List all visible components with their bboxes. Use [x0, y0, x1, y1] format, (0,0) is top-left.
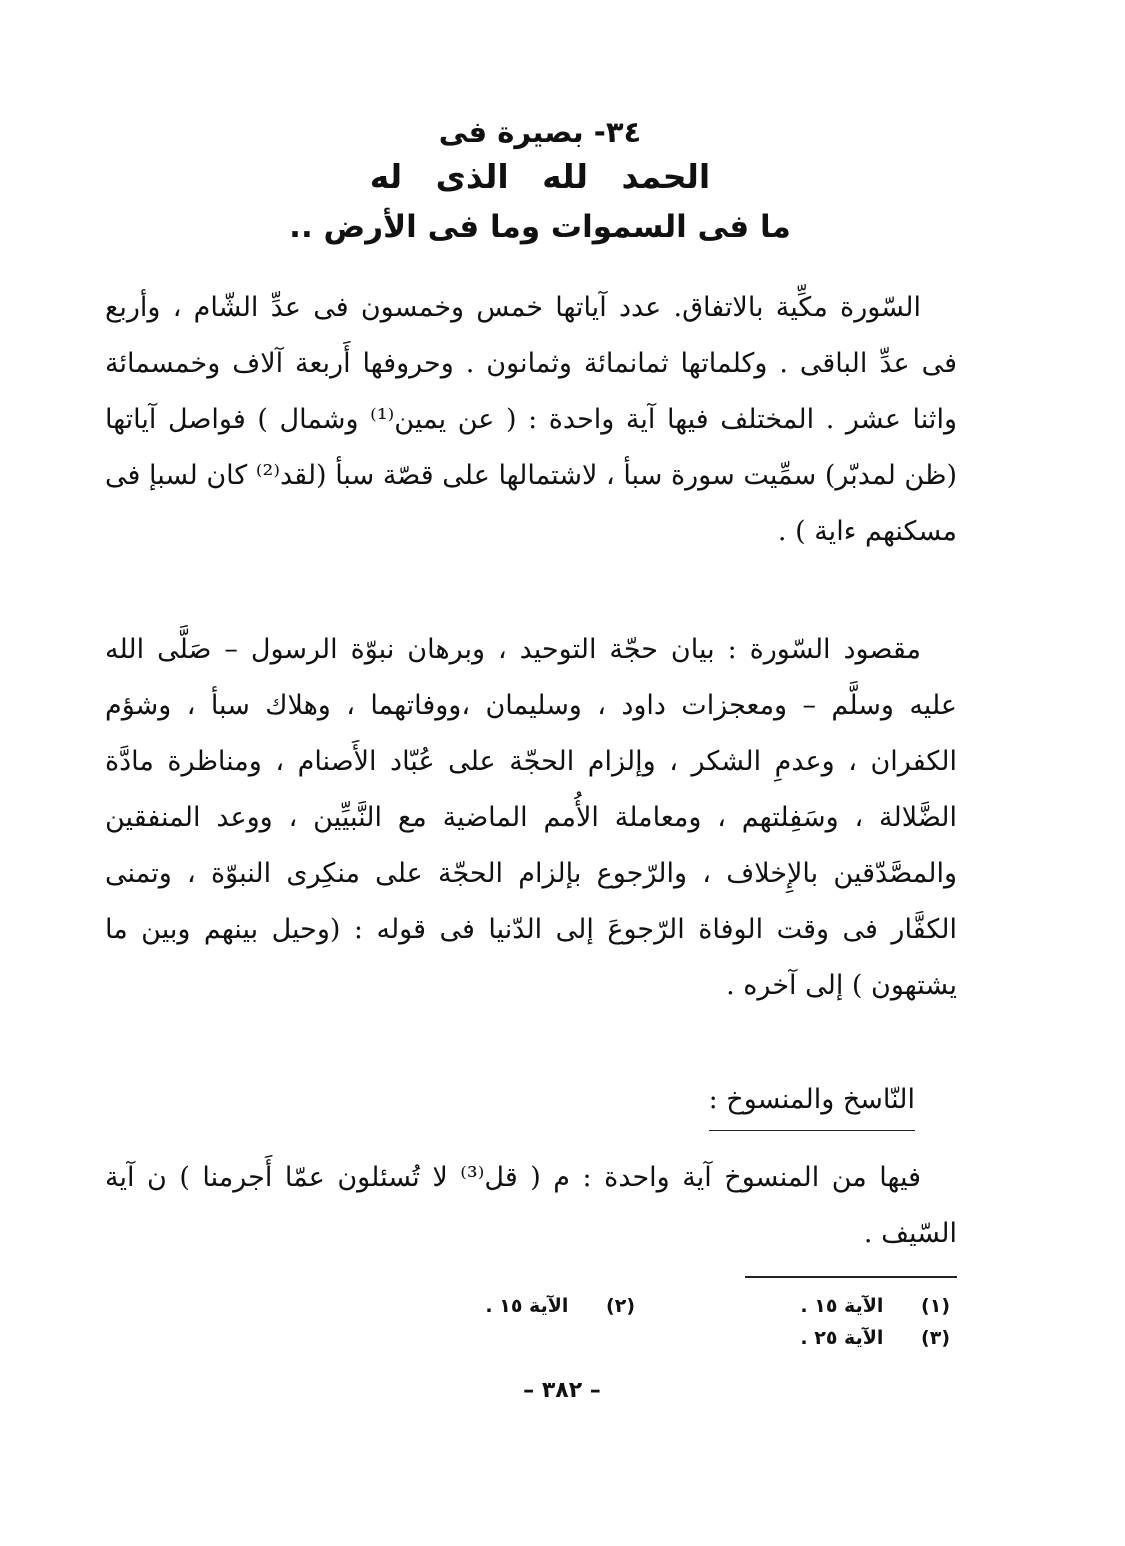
footnote-number: (٣) — [921, 1327, 950, 1349]
section-heading: النّاسخ والمنسوخ : — [709, 1072, 915, 1131]
footnote-row — [320, 1322, 950, 1354]
footnotes — [320, 1290, 950, 1354]
footnote-item — [630, 1322, 950, 1354]
footnote-text: الآية ١٥ . — [800, 1295, 884, 1317]
intro-paragraph — [105, 280, 957, 560]
paragraph-text: السّورة مكِّية بالاتفاق. عدد آياتها خمس وخمسون فى عدِّ الشّام ، وأربع فى عدِّ الباقى . وكلماتها ثمانمائة وثمانون . وحروفها أَربعة آلاف وخمسمائة واثنا عشر . المختلف فيها آية واحدة : ( عن يمين⁽¹⁾ وشمال ) فواصل آياتها (ظن لمدبّر) سمِّيت سورة سبأ ، لاشتمالها على قصّة سبأ (لقد⁽²⁾ كان لسبإ فى مسكنهم ءاية ) . — [105, 292, 958, 547]
paragraph-text: مقصود السّورة : بيان حجّة التوحيد ، وبرهان نبوّة الرسول – صَلَّى الله عليه وسلَّم – ومعجزات داود ، وسليمان ،ووفاتهما ، وهلاك سبأ ، وشؤم الكفران ، وعدمِ الشكر ، وإلزام الحجّة على عُبّاد الأَصنام ، ومناظرة مادَّة الضَّلالة ، وسَفِلتهم ، ومعاملة الأُمم الماضية مع النَّبيِّين ، ووعد المنفقين والمصَّدّقين بالإِخلاف ، والرّجوع بإلزام الحجّة على منكِرى النبوّة ، وتمنى الكفَّار فى وقت الوفاة الرّجوعَ إلى الدّنيا فى قوله : (وحيل بينهم وبين ما يشتهون ) إلى آخره . — [105, 634, 957, 1001]
abrogation-paragraph — [105, 1150, 957, 1262]
paragraph-text: فيها من المنسوخ آية واحدة : م ( قل⁽³⁾ لا تُسئلون عمّا أَجرمنا ) ن آية السّيف . — [105, 1162, 957, 1249]
footnote-divider — [745, 1276, 957, 1278]
surah-number-line: ٣٤- بصيرة فى — [438, 115, 642, 149]
footnote-number: (٢) — [606, 1295, 635, 1317]
page-number: – ٣٨٢ – — [523, 1378, 601, 1403]
footnote-item — [635, 1290, 950, 1322]
footnote-text: الآية ٢٥ . — [800, 1327, 884, 1349]
footnote-number: (١) — [921, 1295, 950, 1317]
footnote-text: الآية ١٥ . — [485, 1295, 569, 1317]
surah-title-line1: الحمد لله الذى له — [369, 157, 711, 196]
purpose-paragraph — [105, 622, 957, 1014]
surah-header — [280, 112, 800, 252]
surah-title-line2: ما فى السموات وما فى الأرض .. — [289, 209, 791, 245]
footnote-row — [320, 1290, 950, 1322]
footnote-item — [320, 1290, 635, 1322]
